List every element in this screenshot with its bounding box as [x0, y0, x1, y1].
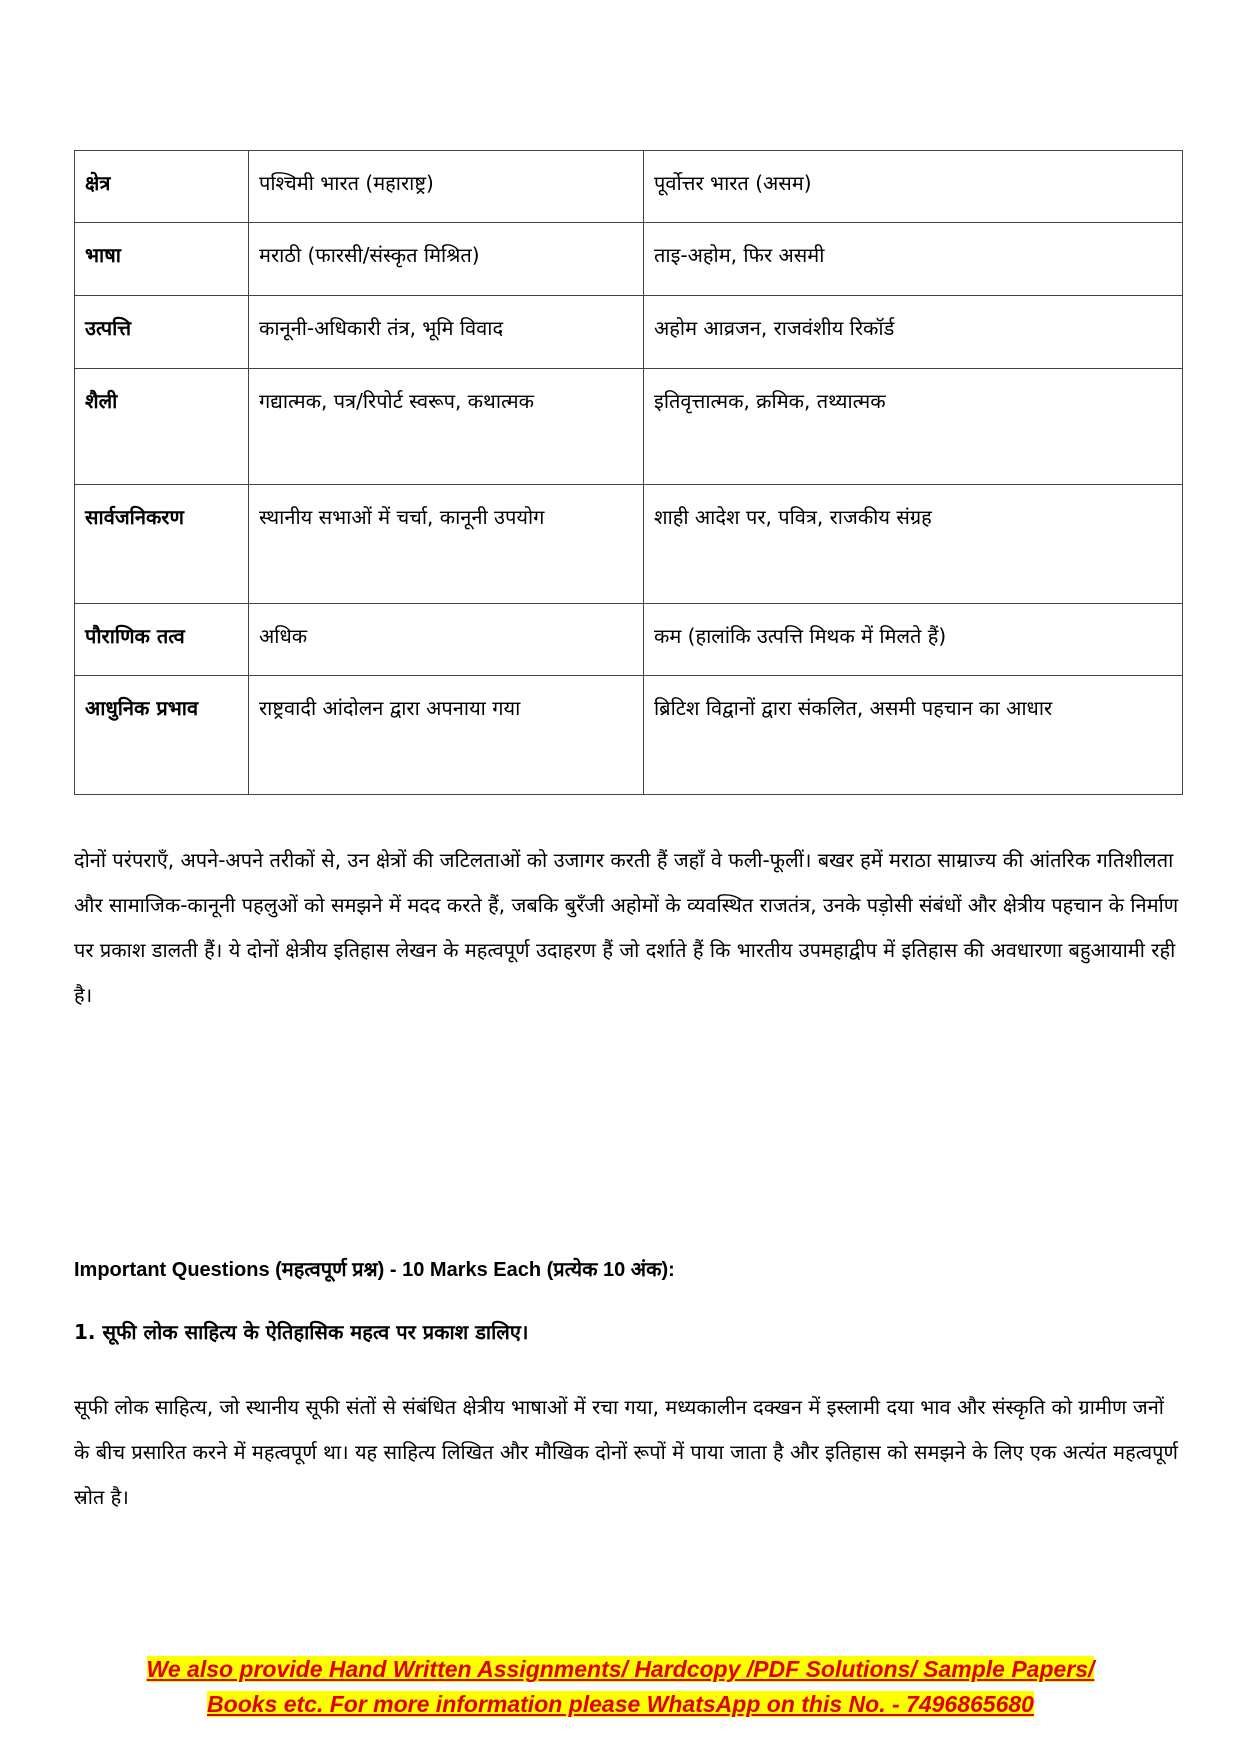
row-label: सार्वजनिकरण [75, 485, 249, 604]
table-row [75, 369, 1183, 485]
table-row [75, 296, 1183, 369]
promo-line-2: Books etc. For more information please WhatsApp on this No. - 7496865680 [207, 1691, 1034, 1717]
row-label: पौराणिक तत्व [75, 604, 249, 676]
buranji-cell: ब्रिटिश विद्वानों द्वारा संकलित, असमी पहचान का आधार [644, 676, 1183, 795]
bakhar-cell: कानूनी-अधिकारी तंत्र, भूमि विवाद [249, 296, 644, 369]
buranji-cell: इतिवृत्तात्मक, क्रमिक, तथ्यात्मक [644, 369, 1183, 485]
buranji-cell: कम (हालांकि उत्पत्ति मिथक में मिलते हैं) [644, 604, 1183, 676]
table-row [75, 676, 1183, 795]
promo-line-1: We also provide Hand Written Assignments/ Hardcopy /PDF Solutions/ Sample Papers/ [146, 1656, 1095, 1682]
table-row [75, 151, 1183, 223]
bakhar-cell: मराठी (फारसी/संस्कृत मिश्रित) [249, 223, 644, 296]
buranji-cell: ताइ-अहोम, फिर असमी [644, 223, 1183, 296]
buranji-cell: अहोम आव्रजन, राजवंशीय रिकॉर्ड [644, 296, 1183, 369]
bakhar-cell: स्थानीय सभाओं में चर्चा, कानूनी उपयोग [249, 485, 644, 604]
table-row [75, 223, 1183, 296]
row-label: आधुनिक प्रभाव [75, 676, 249, 795]
bakhar-cell: गद्यात्मक, पत्र/रिपोर्ट स्वरूप, कथात्मक [249, 369, 644, 485]
row-label: उत्पत्ति [75, 296, 249, 369]
row-label: शैली [75, 369, 249, 485]
questions-heading: Important Questions (महत्वपूर्ण प्रश्न) - 10 Marks Each (प्रत्येक 10 अंक): [74, 1259, 675, 1281]
row-label: भाषा [75, 223, 249, 296]
promo-footer [0, 1652, 1241, 1722]
conclusion-paragraph: दोनों परंपराएँ, अपने-अपने तरीकों से, उन क्षेत्रों की जटिलताओं को उजागर करती हैं जहाँ वे फली-फूलीं। बखर हमें मराठा साम्राज्य की आंतरिक गतिशीलता और सामाजिक-कानूनी पहलुओं को समझने में मदद करते हैं, जबकि बुरँजी अहोमों के व्यवस्थित राजतंत्र, उनके पड़ोसी संबंधों और क्षेत्रीय पहचान के निर्माण पर प्रकाश डालती हैं। ये दोनों क्षेत्रीय इतिहास लेखन के महत्वपूर्ण उदाहरण हैं जो दर्शाते हैं कि भारतीय उपमहाद्वीप में इतिहास की अवधारणा बहुआयामी रही है। [74, 848, 1179, 1007]
table-row [75, 485, 1183, 604]
comparison-table [74, 150, 1183, 795]
bakhar-cell: पश्चिमी भारत (महाराष्ट्र) [249, 151, 644, 223]
buranji-cell: पूर्वोत्तर भारत (असम) [644, 151, 1183, 223]
bakhar-cell: अधिक [249, 604, 644, 676]
table-row [75, 604, 1183, 676]
row-label: क्षेत्र [75, 151, 249, 223]
question-1: 1. सूफी लोक साहित्य के ऐतिहासिक महत्व पर प्रकाश डालिए। [74, 1320, 529, 1344]
answer-1-paragraph: सूफी लोक साहित्य, जो स्थानीय सूफी संतों से संबंधित क्षेत्रीय भाषाओं में रचा गया, मध्यकालीन दक्खन में इस्लामी दया भाव और संस्कृति को ग्रामीण जनों के बीच प्रसारित करने में महत्वपूर्ण था। यह साहित्य लिखित और मौखिक दोनों रूपों में पाया जाता है और इतिहास को समझने के लिए एक अत्यंत महत्वपूर्ण स्रोत है। [74, 1395, 1178, 1509]
bakhar-cell: राष्ट्रवादी आंदोलन द्वारा अपनाया गया [249, 676, 644, 795]
buranji-cell: शाही आदेश पर, पवित्र, राजकीय संग्रह [644, 485, 1183, 604]
